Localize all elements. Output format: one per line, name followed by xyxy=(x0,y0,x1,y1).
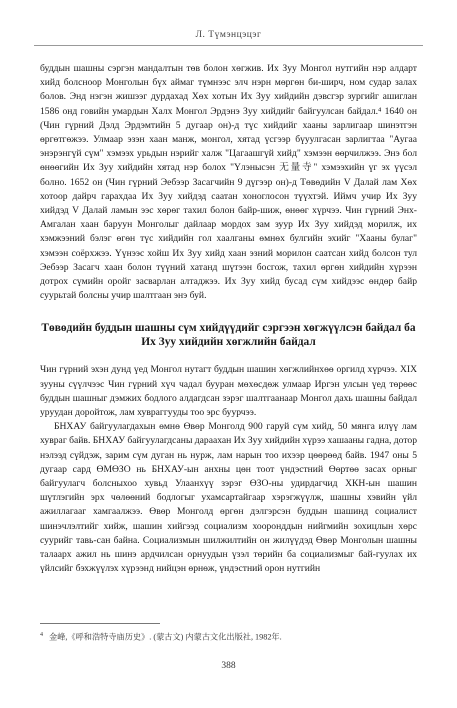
section-heading: Төвөдийн буддын шашны сүм хийдүүдийг сэргээн хөгжүүлсэн байдал ба Их Зуу хийдийн хөгжлийн байдал xyxy=(41,322,416,349)
page-number: 388 xyxy=(221,661,236,671)
paragraph: Чин гүрний эхэн дунд үед Монгол нутагт буддын шашин хөгжлийнхөө оргилд хүрчээ. XIX зууны сүүлчээс Чин гүрний хүч чадал бууран мөхөсдөж улмаар Иргэн улсын үед төрөөс буддын шашныг дэмжих бодлого алдагдсан зэрэг шалтгаанаар Монгол дахь шашны байдал уруудан доройтож, лам хувраггууды тоо эрс буурчээ. xyxy=(40,364,417,419)
footnote-text: 金峰,《呼和浩特寺庙历史》. (蒙古文) 内蒙古文化出版社, 1982年. xyxy=(49,632,282,642)
paragraph: буддын шашны сэргэн мандалтын төв болон хөгжив. Их Зуу Монгол нутгийн нэр алдарт хийд болсноор Монголын бүх аймаг түмнээс элч нэрн мөргөн би-ширч, ном судар залах болов. Энд нэгэн жишээг дурдахад Хөх хотын Их Зуу хийдийн дэвсгэр зургийг ашиглан 1586 онд говийн умардын Халх Монгол Эрдэнэ Зуу хийдийг байгуулсан байдал.⁴ 1640 он (Чин гүрний Дэлд Эрдэмтийн 5 дугаар он)-д түс хийдийг хааны зарлигаар шинэтгэн өргөтгөжээ. Улмаар эзэн хаан манж, монгол, хятад үсгээр бүуулгасан зарлигтаа "Аугаа энэрэнгүй сүм" хэмээх урьдын нэрийг халж "Цагаашгүй хийд" хэмээн өөрчилжээ. Энэ бол өнөөгийн Их Зуу хийдийн хятад нэр болох "Үлэнысэн 无量寺" хэмээхийн үг эх үүсэл болно. 1652 он (Чин гүрний Эебээр Засагчийн 9 дүгээр он)-д Төвөдийн V Далай лам Хөх хотоор дайрч гарахдаа Их Зуу хийдэд саатан хоноглосон түүхтэй. Иймч учир Их Зуу хийдэд V Далай ламын ээс хөрөг тахил болон байр-шиж, өнөөг хүрчээ. Чин гүрний Энх-Амгалан хаан баруун Монголыг дайлаар мордох зам зуур Их Зуу хийдэд морилж, их хэмжээний бэлэг өгөн түс хийдийн гол хаалганы өмнөх булгийн эхийг "Хааны булаг" хэмээн соёрхжээ. Үүнээс хойш Их Зуу хийд хаан эзний морилон саатсан хийд болсон тул Эебээр Засагч хаан болон түүний хатанд шүтээн босгож, тахил өргөн хийдийн хүрээн дотрох сүмийн оройг засварлан алтаджээ. Их Зуу хийд бусад сүм хийдээс өндөр байр суурьтай болсны учир шалтгаан энэ буй. xyxy=(40,63,417,302)
footnote xyxy=(40,630,417,643)
footnote-number: 4 xyxy=(40,632,43,638)
header-divider xyxy=(34,45,423,46)
footnote-area xyxy=(40,623,417,643)
body-text xyxy=(40,62,417,577)
running-header: Л. Түмэнцэцэг xyxy=(195,30,262,40)
footnote-divider xyxy=(40,623,160,624)
paragraph: БНХАУ байгуулагдахын өмнө Өвөр Монголд 900 гаруй сүм хийд, 50 мянга илүү лам хувраг байв. БНХАУ байгуулагдсаны дараахан Их Зуу хийдийн хүрээ хашааны гадна, дотор нэлээд сүйдэж, зарим сүм дуган нь нурж, лам нарын тоо ихээр цөөрөөд байв. 1947 оны 5 дугаар сард ӨМӨЗО нь БНХАУ-ын анхны цөн тоот үндэстний Өөртөө засах орныг байгуулагч болсныхоо хувьд Улаанхүү зэрэг ӨЗО-ны удирдагчид ХКН-ын шашин шүтлэгийн эрх чөлөөний бодлогыг ухамсартайгаар хэрэгжүүлж, шашны хэвийн үйл ажиллагааг хамгаалжээ. Өвөр Монголд өргөн дэлгэрсэн буддын шашинд социалист шинэчлэлтийг хийж, шашин хийгээд социализм хооронддын нийгмийн зохицлын хөрс суурийг тавь-сан байна. Социализмын шилжилтийн он жилүүдэд Өвөр Монголын шашны талаарх ажил нь шинэ ардчилсан орнуудын үзэл төрийн ба социализмыг бай-гуулах их үйлсийг бэхжүүлэх хүрээнд нийцэн өрнөж, үндэстний орон нутгийн xyxy=(40,421,417,575)
